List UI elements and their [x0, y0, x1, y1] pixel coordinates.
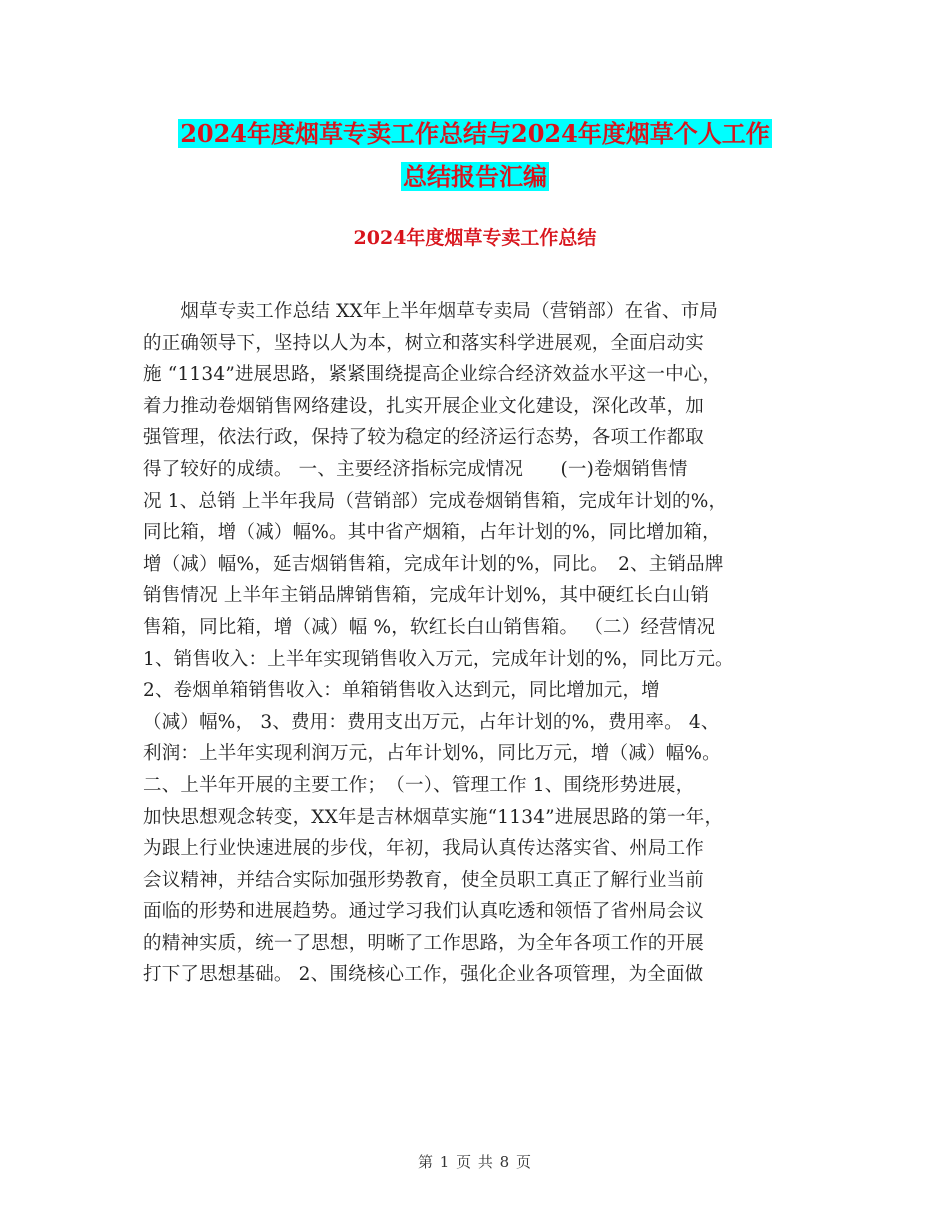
body-line: 得了较好的成绩。 一、主要经济指标完成情况 (一)卷烟销售情 — [143, 458, 688, 480]
body-line: 二、上半年开展的主要工作； （一）、管理工作 1、围绕形势进展， — [143, 774, 695, 796]
body-line: 着力推动卷烟销售网络建设，扎实开展企业文化建设，深化改革，加 — [143, 395, 705, 417]
body-line: 的正确领导下，坚持以人为本，树立和落实科学进展观，全面启动实 — [143, 332, 705, 354]
body-line: 施 “1134”进展思路，紧紧围绕提高企业综合经济效益水平这一中心， — [143, 364, 722, 386]
body-line: 利润：上半年实现利润万元，占年计划%，同比万元，增（减）幅%。 — [143, 743, 721, 765]
body-line: 同比箱，增（减）幅%。其中省产烟箱，占年计划的%，同比增加箱， — [143, 522, 721, 544]
body-line: 销售情况 上半年主销品牌销售箱，完成年计划%，其中硬红长白山销 — [143, 585, 710, 607]
body-line: 面临的形势和进展趋势。通过学习我们认真吃透和领悟了省州局会议 — [143, 901, 705, 923]
body-line: 为跟上行业快速进展的步伐，年初，我局认真传达落实省、州局工作 — [143, 838, 705, 860]
body-line: 况 1、总销 上半年我局（营销部）完成卷烟销售箱，完成年计划的%， — [143, 490, 728, 512]
body-line: 加快思想观念转变，XX年是吉林烟草实施“1134”进展思路的第一年， — [143, 806, 724, 828]
section-heading: 2024年度烟草专卖工作总结 — [353, 227, 597, 249]
title-line-1: 2024年度烟草专卖工作总结与2024年度烟草个人工作 — [180, 119, 770, 148]
body-line: 增（减）幅%，延吉烟销售箱，完成年计划的%，同比。 2、主销品牌 — [143, 553, 724, 575]
document-title — [140, 112, 810, 198]
body-line: 会议精神，并结合实际加强形势教育，使全员职工真正了解行业当前 — [143, 869, 705, 891]
body-line: 强管理，依法行政，保持了较为稳定的经济运行态势，各项工作都取 — [143, 427, 705, 449]
body-line: 烟草专卖工作总结 XX年上半年烟草专卖局（营销部）在省、市局 — [143, 301, 719, 322]
body-line: 售箱，同比箱，增（减）幅 %，软红长白山销售箱。 （二）经营情况 — [143, 616, 716, 638]
body-paragraph — [143, 296, 807, 991]
body-line: 2、卷烟单箱销售收入：单箱销售收入达到元，同比增加元，增 — [143, 680, 660, 702]
body-line: 打下了思想基础。 2、围绕核心工作，强化企业各项管理，为全面做 — [143, 964, 704, 986]
body-line: 1、销售收入：上半年实现销售收入万元，完成年计划的%，同比万元。 — [143, 648, 734, 670]
title-line-2: 总结报告汇编 — [403, 162, 547, 191]
page-footer: 第 1 页 共 8 页 — [418, 1153, 532, 1171]
body-line: 的精神实质，统一了思想，明晰了工作思路，为全年各项工作的开展 — [143, 932, 705, 954]
body-line: （减）幅%， 3、费用：费用支出万元，占年计划的%，费用率。 4、 — [143, 711, 720, 733]
